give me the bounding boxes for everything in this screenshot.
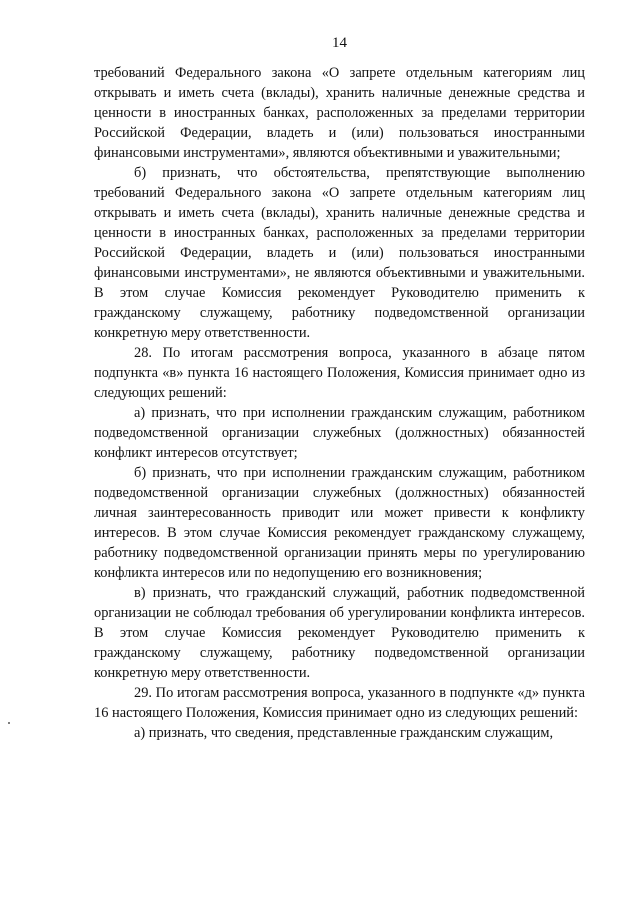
paragraph-item-28-v: в) признать, что гражданский служащий, работник подведомственной организации не соблюдал требования об урегулировании конфликта интересов. В этом случае Комиссия рекомендует Руководителю применить к гражданскому служащему, работнику подведомственной организации конкретную меру ответственности.: [94, 585, 585, 681]
paragraph-item-28: 28. По итогам рассмотрения вопроса, указанного в абзаце пятом подпункта «в» пункта 16 настоящего Положения, Комиссия принимает одно из следующих решений:: [94, 345, 585, 401]
paragraph-subitem-b: б) признать, что обстоятельства, препятствующие выполнению требований Федерального закона «О запрете отдельным категориям лиц открывать и иметь счета (вклады), хранить наличные денежные средства и ценности в иностранных банках, расположенных за пределами территории Российской Федерации, владеть и (или) пользоваться иностранными финансовыми инструментами», не являются объективными и уважительными. В этом случае Комиссия рекомендует Руководителю применить к гражданскому служащему, работнику подведомственной организации конкретную меру ответственности.: [94, 165, 585, 341]
paragraph-item-28-b: б) признать, что при исполнении гражданским служащим, работником подведомственной организации служебных (должностных) обязанностей личная заинтересованность приводит или может привести к конфликту интересов. В этом случае Комиссия рекомендует гражданскому служащему, работнику подведомственной организации принять меры по урегулированию конфликта интересов или по недопущению его возникновения;: [94, 465, 585, 581]
scan-speck: [8, 722, 10, 724]
page-number: 14: [332, 35, 347, 51]
paragraph-item-29: 29. По итогам рассмотрения вопроса, указанного в подпункте «д» пункта 16 настоящего Положения, Комиссия принимает одно из следующих решений:: [94, 685, 585, 721]
paragraph-item-29-a: а) признать, что сведения, представленные гражданским служащим,: [134, 725, 554, 741]
paragraph-item-28-a: а) признать, что при исполнении гражданским служащим, работником подведомственной организации служебных (должностных) обязанностей конфликт интересов отсутствует;: [94, 405, 585, 461]
paragraph-continuation: требований Федерального закона «О запрете отдельным категориям лиц открывать и иметь счета (вклады), хранить наличные денежные средства и ценности в иностранных банках, расположенных за пределами территории Российской Федерации, владеть и (или) пользоваться иностранными финансовыми инструментами», являются объективными и уважительными;: [94, 65, 585, 161]
